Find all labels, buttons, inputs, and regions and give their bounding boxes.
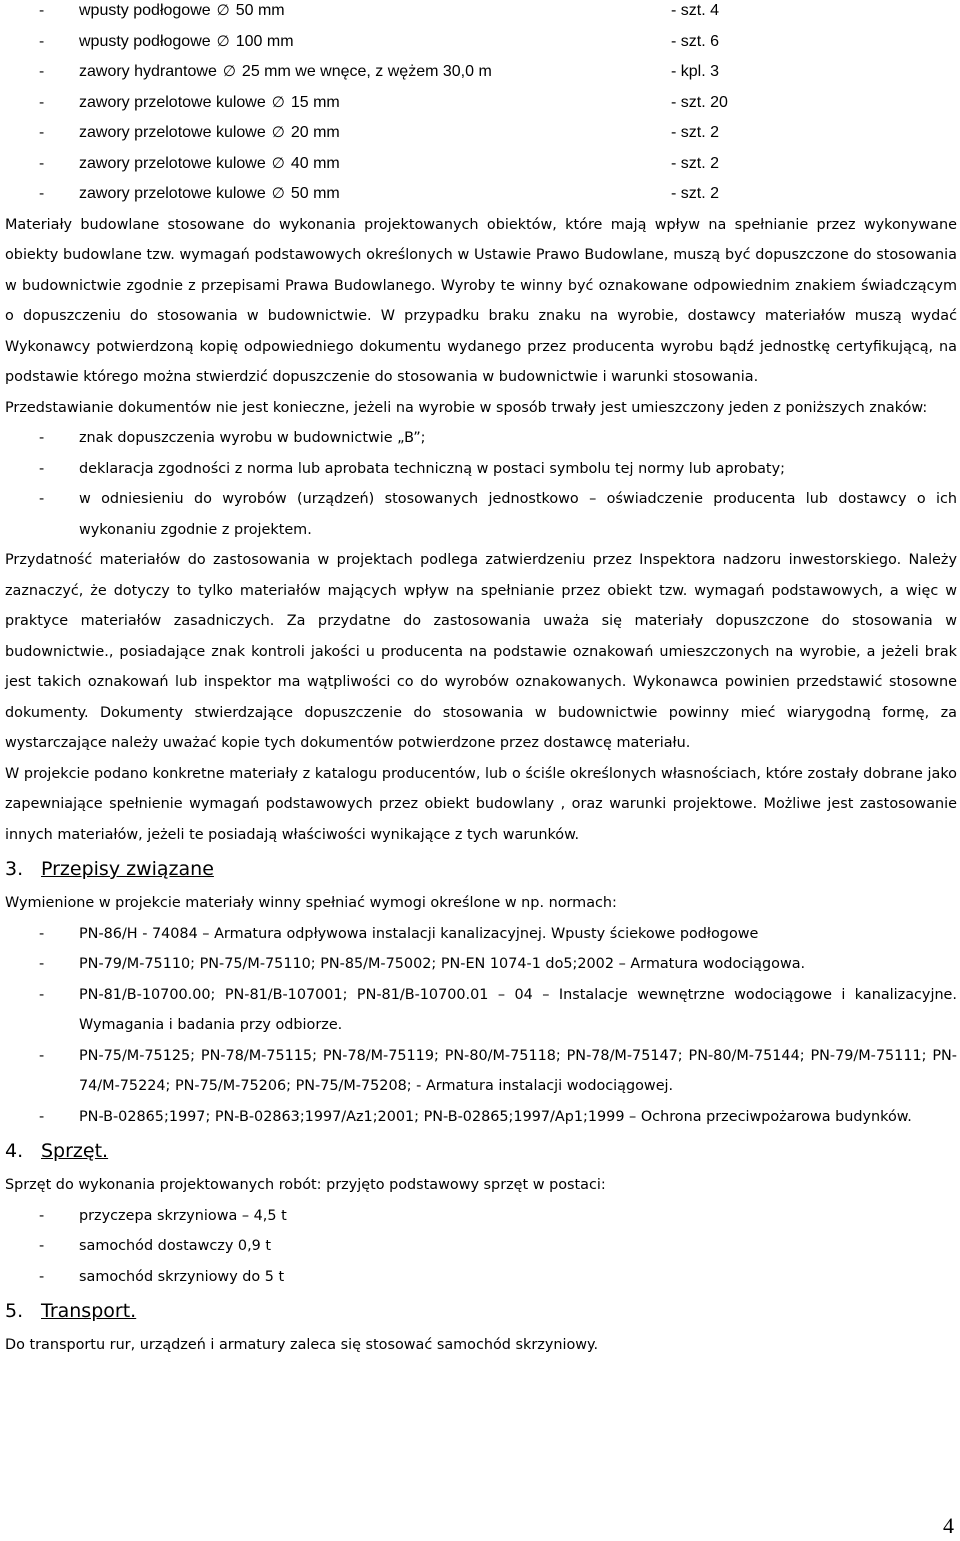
item-name: zawory przelotowe kulowe (79, 154, 266, 172)
item-quantity: - szt. 2 (671, 185, 720, 202)
list-item (5, 1262, 957, 1293)
item-name: wpusty podłogowe (79, 32, 211, 50)
list-item-text: samochód dostawczy 0,9 t (79, 1238, 272, 1254)
list-dash: - (39, 125, 45, 141)
list-dash: - (39, 64, 45, 80)
section-heading-equipment (5, 1132, 957, 1170)
list-item (5, 949, 957, 980)
item-quantity: - szt. 4 (671, 2, 720, 19)
standards-list (5, 919, 957, 1133)
list-dash: - (39, 1207, 45, 1224)
item-name: zawory przelotowe kulowe (79, 93, 266, 111)
list-item (5, 980, 957, 1041)
item-size: 15 mm (290, 93, 340, 111)
paragraph-project: W projekcie podano konkretne materiały z katalogu producentów, lub o ściśle określonych własnościach, które zostały dobrane jako zapewniające spełnienie wymagań podstawowych przez obiekt budowlany , oraz warunki projektowe. Możliwe jest zastosowanie innych materiałów, jeżeli te posiadają właściwości wynikające z tych warunków. (5, 765, 957, 843)
list-dash: - (39, 925, 45, 942)
list-dash: - (39, 94, 45, 111)
paragraph-documents: Przedstawianie dokumentów nie jest konieczne, jeżeli na wyrobie w sposób trwały jest umieszczony jeden z poniższych znaków: (5, 399, 928, 416)
item-size: 100 mm (235, 32, 294, 50)
item-quantity: - szt. 20 (671, 93, 728, 111)
diameter-symbol: ∅ (271, 185, 285, 202)
item-name: zawory przelotowe kulowe (79, 185, 266, 202)
list-dash: - (39, 155, 45, 172)
list-item (5, 27, 957, 58)
list-item (5, 919, 957, 950)
list-item (5, 179, 957, 210)
list-item (5, 1041, 957, 1102)
list-item (5, 1231, 957, 1262)
list-dash: - (39, 986, 45, 1003)
list-dash: - (39, 186, 45, 202)
section-title: Transport. (41, 1300, 137, 1322)
list-dash: - (39, 491, 45, 507)
item-quantity: - kpl. 3 (671, 63, 720, 80)
equipment-list (5, 1201, 957, 1293)
item-name: zawory przelotowe kulowe (79, 124, 266, 141)
section-heading-transport (5, 1292, 957, 1330)
section-title: Sprzęt. (41, 1140, 109, 1162)
diameter-symbol: ∅ (271, 93, 285, 111)
list-item-text: samochód skrzyniowy do 5 t (79, 1268, 285, 1285)
list-dash: - (39, 33, 45, 50)
section-number: 5. (5, 1300, 24, 1322)
diameter-symbol: ∅ (216, 2, 230, 19)
paragraph-materials: Materiały budowlane stosowane do wykonania projektowanych obiektów, które mają wpływ na spełnianie przez wykonywane obiekty budowlane tzw. wymagań podstawowych określonych w Ustawie Prawo Budowlane, muszą być dopuszczone do stosowania w budownictwie zgodnie z przepisami Prawa Budowlanego. Wyroby te winny być oznakowane odpowiednim znakiem świadczącym o dopuszczeniu do stosowania w budownictwie. W przypadku braku znaku na wyrobie, dostawcy materiałów muszą wydać Wykonawcy potwierdzoną kopię odpowiedniego dokumentu wydanego przez producenta wyrobu bądź jednostkę certyfikującą, na podstawie którego można stwierdzić dopuszczenie do stosowania w budownictwie i warunki stosowania. (5, 216, 957, 385)
list-item-text: PN-86/H - 74084 – Armatura odpływowa instalacji kanalizacyjnej. Wpusty ściekowe podłogowe (79, 925, 759, 942)
list-item-text: PN-75/M-75125; PN-78/M-75115; PN-78/M-75119; PN-80/M-75118; PN-78/M-75147; PN-80/M-75144; PN-79/M-75111; PN-74/M-75224; PN-75/M-75206; PN-75/M-75208; - Armatura instalacji wodociągowej. (79, 1047, 957, 1094)
item-size: 20 mm (290, 124, 340, 141)
page-number: 4 (943, 1513, 954, 1538)
list-item-text: PN-79/M-75110; PN-75/M-75110; PN-85/M-75002; PN-EN 1074-1 do5;2002 – Armatura wodociągowa. (79, 956, 806, 972)
list-dash: - (39, 1268, 45, 1285)
item-quantity: - szt. 6 (671, 32, 720, 50)
list-item (5, 1102, 957, 1133)
list-item-text: przyczepa skrzyniowa – 4,5 t (79, 1207, 287, 1224)
list-item-text: deklaracja zgodności z norma lub aprobata techniczną w postaci symbolu tej normy lub aprobaty; (79, 460, 785, 477)
list-dash: - (39, 956, 45, 972)
list-item (5, 88, 957, 119)
diameter-symbol: ∅ (271, 154, 285, 172)
list-item (5, 0, 957, 27)
list-item-text: w odniesieniu do wyrobów (urządzeń) stosowanych jednostkowo – oświadczenie producenta lub dostawcy o ich wykonaniu zgodnie z projektem. (79, 491, 957, 538)
item-name: wpusty podłogowe (79, 2, 211, 19)
list-item (5, 423, 957, 454)
list-item-text: PN-81/B-10700.00; PN-81/B-107001; PN-81/B-10700.01 – 04 – Instalacje wewnętrzne wodociągowe i kanalizacyjne. Wymagania i badania przy odbiorze. (79, 986, 957, 1033)
diameter-symbol: ∅ (222, 63, 236, 80)
list-item (5, 57, 957, 88)
section-number: 3. (5, 858, 24, 880)
item-name: zawory hydrantowe (79, 63, 217, 80)
item-size: 25 mm we wnęce, z wężem 30,0 m (241, 63, 492, 80)
list-item-text: znak dopuszczenia wyrobu w budownictwie „B”; (79, 430, 426, 446)
diameter-symbol: ∅ (271, 124, 285, 141)
list-dash: - (39, 1047, 45, 1064)
list-item (5, 484, 957, 545)
list-item-text: PN-B-02865;1997; PN-B-02863;1997/Az1;2001; PN-B-02865;1997/Ap1;1999 – Ochrona przeciwpożarowa budynków. (79, 1108, 912, 1125)
item-size: 50 mm (235, 2, 285, 19)
paragraph-suitability: Przydatność materiałów do zastosowania w projektach podlega zatwierdzeniu przez Inspektora nadzoru inwestorskiego. Należy zaznaczyć, że dotyczy to tylko materiałów mających wpływ na spełnianie przez obiekt tzw. wymagań podstawowych, a więc w praktyce materiałów zasadniczych. Za przydatne do zastosowania uważa się materiały dopuszczone do stosowania w budownictwie., posiadające znak kontroli jakości u producenta na podstawie oznakowań umieszczonych na wyrobie, a jeżeli brak jest takich oznakowań lub inspektor ma wątpliwości co do wyrobów oznakowanych. Wykonawca powinien przedstawić stosowne dokumenty. Dokumenty stwierdzające dopuszczenie do stosowania w budownictwie powinny mieć wiarygodną formę, za wystarczające należy uważać kopie tych dokumentów potwierdzone przez dostawcę materiału. (5, 552, 957, 751)
list-dash: - (39, 3, 45, 19)
list-dash: - (39, 1238, 45, 1254)
item-size: 40 mm (290, 154, 340, 172)
list-dash: - (39, 460, 45, 477)
item-quantity: - szt. 2 (671, 124, 720, 141)
section-intro: Wymienione w projekcie materiały winny spełniać wymogi określone w np. normach: (5, 895, 617, 911)
marks-list (5, 423, 957, 545)
diameter-symbol: ∅ (216, 32, 230, 50)
list-item (5, 1201, 957, 1232)
section-title: Przepisy związane (41, 858, 214, 880)
document-page (5, 0, 957, 1361)
item-quantity: - szt. 2 (671, 154, 720, 172)
section-intro: Do transportu rur, urządzeń i armatury zaleca się stosować samochód skrzyniowy. (5, 1337, 599, 1353)
list-dash: - (39, 430, 45, 446)
list-dash: - (39, 1108, 45, 1125)
list-item (5, 454, 957, 485)
section-number: 4. (5, 1140, 24, 1162)
list-item (5, 149, 957, 180)
list-item (5, 118, 957, 149)
item-size: 50 mm (290, 185, 340, 202)
section-intro: Sprzęt do wykonania projektowanych robót: przyjęto podstawowy sprzęt w postaci: (5, 1177, 606, 1193)
section-heading-regulations (5, 850, 957, 888)
materials-list (5, 0, 957, 210)
